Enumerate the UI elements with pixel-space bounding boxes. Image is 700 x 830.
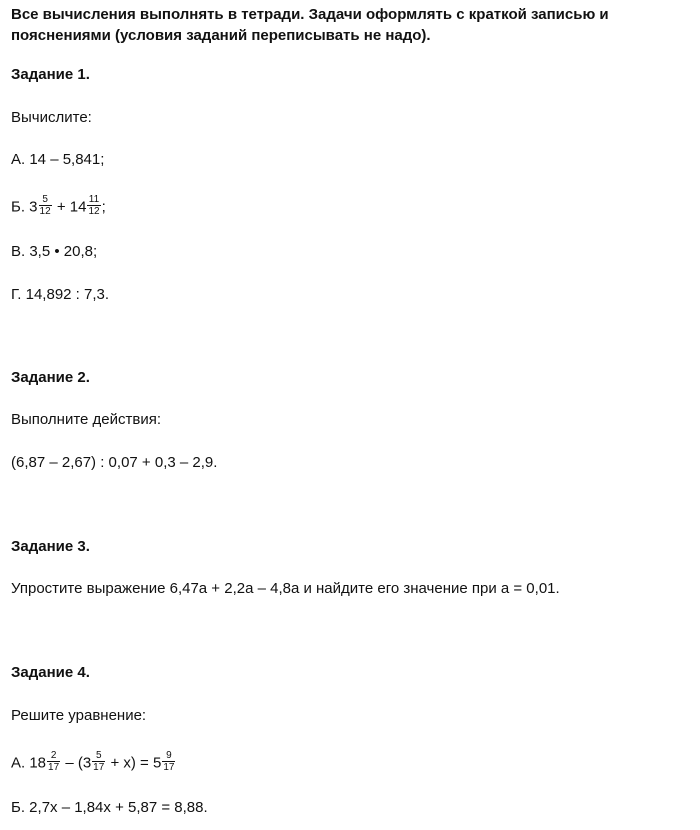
task1-item-b	[11, 196, 106, 219]
fraction-denominator: 17	[93, 762, 105, 773]
fraction-denominator: 12	[88, 206, 100, 217]
task3-text: Упростите выражение 6,47a + 2,2a – 4,8a и найдите его значение при a = 0,01.	[11, 580, 560, 597]
task4-a-fraction-1	[47, 750, 60, 773]
instructions-intro: Все вычисления выполнять в тетради. Задачи оформлять с краткой записью и пояснениями (условия заданий переписывать не надо).	[11, 6, 609, 44]
task1-b-middle: + 14	[52, 198, 87, 216]
task4-a-part2: – (3	[61, 754, 92, 772]
fraction-numerator: 11	[88, 194, 100, 205]
task4-a-fraction-3	[162, 750, 175, 773]
task4-item-b: Б. 2,7x – 1,84x + 5,87 = 8,88.	[11, 799, 208, 816]
task1-item-c: В. 3,5 • 20,8;	[11, 243, 98, 260]
task2-title: Задание 2.	[11, 369, 90, 386]
task4-instruction: Решите уравнение:	[11, 707, 147, 724]
task1-item-d: Г. 14,892 : 7,3.	[11, 286, 110, 303]
fraction-denominator: 17	[163, 762, 175, 773]
task1-b-suffix: ;	[101, 198, 106, 216]
fraction-numerator: 9	[162, 750, 175, 762]
task1-b-fraction-1	[39, 194, 52, 217]
task1-b-prefix: Б. 3	[11, 198, 38, 216]
task4-a-fraction-2	[92, 750, 105, 773]
task2-instruction: Выполните действия:	[11, 411, 162, 428]
task4-a-prefix: А. 18	[11, 754, 47, 772]
fraction-numerator: 2	[47, 750, 60, 762]
task1-title: Задание 1.	[11, 66, 90, 83]
task1-instruction: Вычислите:	[11, 109, 92, 126]
task4-title: Задание 4.	[11, 664, 90, 681]
fraction-numerator: 5	[92, 750, 105, 762]
fraction-denominator: 17	[48, 762, 60, 773]
fraction-numerator: 5	[39, 194, 52, 206]
fraction-denominator: 12	[39, 206, 51, 217]
task4-item-a	[11, 752, 176, 775]
task3-title: Задание 3.	[11, 538, 90, 555]
task2-expression: (6,87 – 2,67) : 0,07 + 0,3 – 2,9.	[11, 454, 218, 471]
task1-item-a: А. 14 – 5,841;	[11, 151, 105, 168]
task1-b-fraction-2	[87, 194, 100, 217]
task4-a-part3: + x) = 5	[106, 754, 162, 772]
